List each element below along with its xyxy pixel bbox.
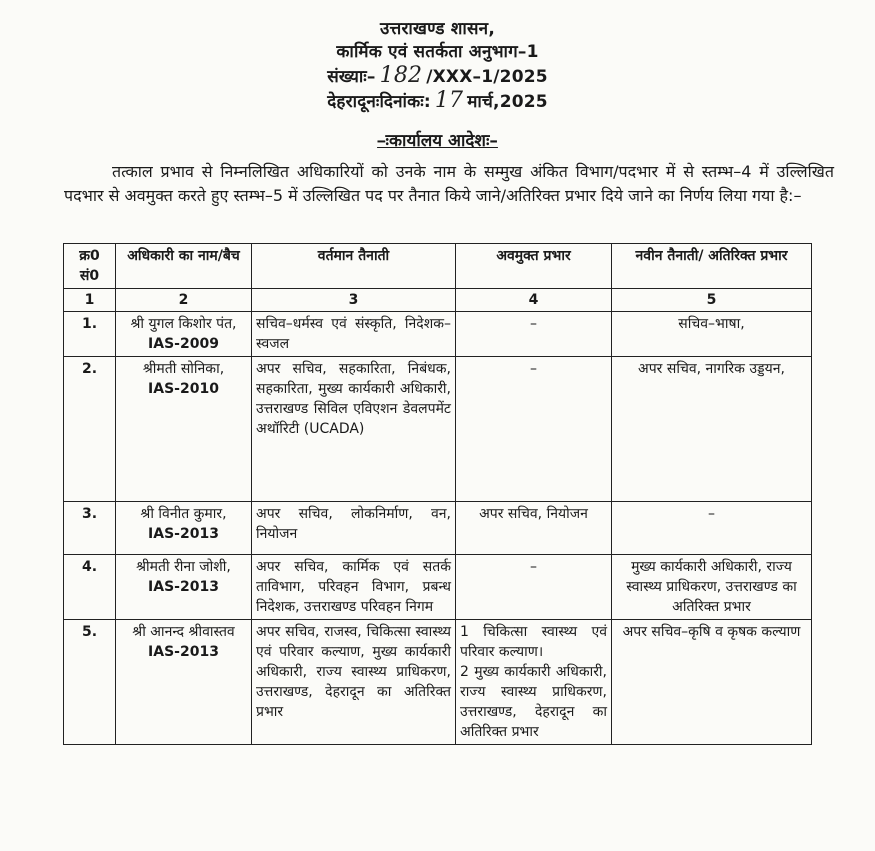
date-suffix: मार्च,2025 xyxy=(467,92,548,112)
cell-new: अपर सचिव–कृषि व कृषक कल्याण xyxy=(612,620,812,745)
col-number: 1 xyxy=(64,289,116,312)
header-current: वर्तमान तैनाती xyxy=(252,244,456,289)
office-order-text: –ःकार्यालय आदेशः– xyxy=(377,131,498,151)
cell-current: अपर सचिव, लोकनिर्माण, वन, नियोजन xyxy=(252,502,456,555)
col-number: 5 xyxy=(612,289,812,312)
cell-relieved: 1 चिकित्सा स्वास्थ्य एवं परिवार कल्याण। 2 मुख्य कार्यकारी अधिकारी, राज्य स्वास्थ्य प्राधिकरण, उत्तराखण्ड, देहरादून का अतिरिक्त प्रभार xyxy=(456,620,612,745)
officer-batch: IAS-2013 xyxy=(148,644,219,660)
cell-name xyxy=(116,357,252,502)
officer-table xyxy=(63,243,812,745)
handwritten-number: 182 xyxy=(379,63,423,88)
officer-batch: IAS-2013 xyxy=(148,526,219,542)
cell-relieved: – xyxy=(456,555,612,620)
table-header-row xyxy=(64,244,812,289)
col-number: 3 xyxy=(252,289,456,312)
header-relieved: अवमुक्त प्रभार xyxy=(456,244,612,289)
cell-new: मुख्य कार्यकारी अधिकारी, राज्य स्वास्थ्य प्राधिकरण, उत्तराखण्ड का अतिरिक्त प्रभार xyxy=(612,555,812,620)
officer-name: श्री आनन्द श्रीवास्तव xyxy=(132,624,235,640)
officer-name: श्रीमती सोनिका, xyxy=(142,361,225,377)
officer-name: श्री युगल किशोर पंत, xyxy=(130,316,237,332)
cell-sno: 2. xyxy=(64,357,116,502)
cell-sno: 1. xyxy=(64,312,116,357)
table-row xyxy=(64,312,812,357)
cell-name xyxy=(116,502,252,555)
officer-batch: IAS-2010 xyxy=(148,381,219,397)
col-number: 2 xyxy=(116,289,252,312)
table-row xyxy=(64,357,812,502)
office-order-title xyxy=(0,128,875,151)
header-section: कार्मिक एवं सतर्कता अनुभाग–1 xyxy=(336,42,539,62)
cell-sno: 5. xyxy=(64,620,116,745)
col-number: 4 xyxy=(456,289,612,312)
cell-relieved: – xyxy=(456,357,612,502)
officer-name: श्री विनीत कुमार, xyxy=(140,506,227,522)
cell-name xyxy=(116,620,252,745)
date-label: देहरादूनःदिनांकः: xyxy=(327,92,431,112)
cell-sno: 3. xyxy=(64,502,116,555)
cell-sno: 4. xyxy=(64,555,116,620)
cell-name xyxy=(116,312,252,357)
handwritten-date: 17 xyxy=(434,88,464,113)
cell-new: सचिव–भाषा, xyxy=(612,312,812,357)
header-number xyxy=(0,64,875,89)
cell-new: – xyxy=(612,502,812,555)
cell-current: अपर सचिव, कार्मिक एवं सतर्क ताविभाग, परिवहन विभाग, प्रबन्ध निदेशक, उत्तराखण्ड परिवहन निगम xyxy=(252,555,456,620)
table-row xyxy=(64,620,812,745)
header-sno: क्र0 सं0 xyxy=(64,244,116,289)
cell-relieved: अपर सचिव, नियोजन xyxy=(456,502,612,555)
header-date xyxy=(0,89,875,114)
cell-current: अपर सचिव, सहकारिता, निबंधक, सहकारिता, मुख्य कार्यकारी अधिकारी, उत्तराखण्ड सिविल एविएशन डेवलपमेंट अथॉरिटी (UCADA) xyxy=(252,357,456,502)
cell-current: सचिव–धर्मस्व एवं संस्कृति, निदेशक–स्वजल xyxy=(252,312,456,357)
order-paragraph: तत्काल प्रभाव से निम्नलिखित अधिकारियों को उनके नाम के सम्मुख अंकित विभाग/पदभार में से स्तम्भ–4 में उल्लिखित पदभार से अवमुक्त करते हुए स्तम्भ–5 में उल्लिखित पद पर तैनात किये जाने/अतिरिक्त प्रभार दिये जाने का निर्णय लिया गया है:– xyxy=(64,162,834,205)
cell-new: अपर सचिव, नागरिक उड्डयन, xyxy=(612,357,812,502)
table-row xyxy=(64,502,812,555)
header-government: उत्तराखण्ड शासन, xyxy=(380,19,495,39)
document-header xyxy=(0,18,875,114)
cell-current: अपर सचिव, राजस्व, चिकित्सा स्वास्थ्य एवं परिवार कल्याण, मुख्य कार्यकारी अधिकारी, राज्य स्वास्थ्य प्राधिकरण, उत्तराखण्ड, देहरादून का अतिरिक्त प्रभार xyxy=(252,620,456,745)
officer-batch: IAS-2009 xyxy=(148,336,219,352)
cell-name xyxy=(116,555,252,620)
officer-name: श्रीमती रीना जोशी, xyxy=(136,559,231,575)
number-suffix: /XXX–1/2025 xyxy=(426,67,548,87)
number-label: संख्याः– xyxy=(327,67,376,87)
header-name: अधिकारी का नाम/बैच xyxy=(116,244,252,289)
officer-batch: IAS-2013 xyxy=(148,579,219,595)
table-row xyxy=(64,555,812,620)
column-number-row xyxy=(64,289,812,312)
header-new: नवीन तैनाती/ अतिरिक्त प्रभार xyxy=(612,244,812,289)
cell-relieved: – xyxy=(456,312,612,357)
